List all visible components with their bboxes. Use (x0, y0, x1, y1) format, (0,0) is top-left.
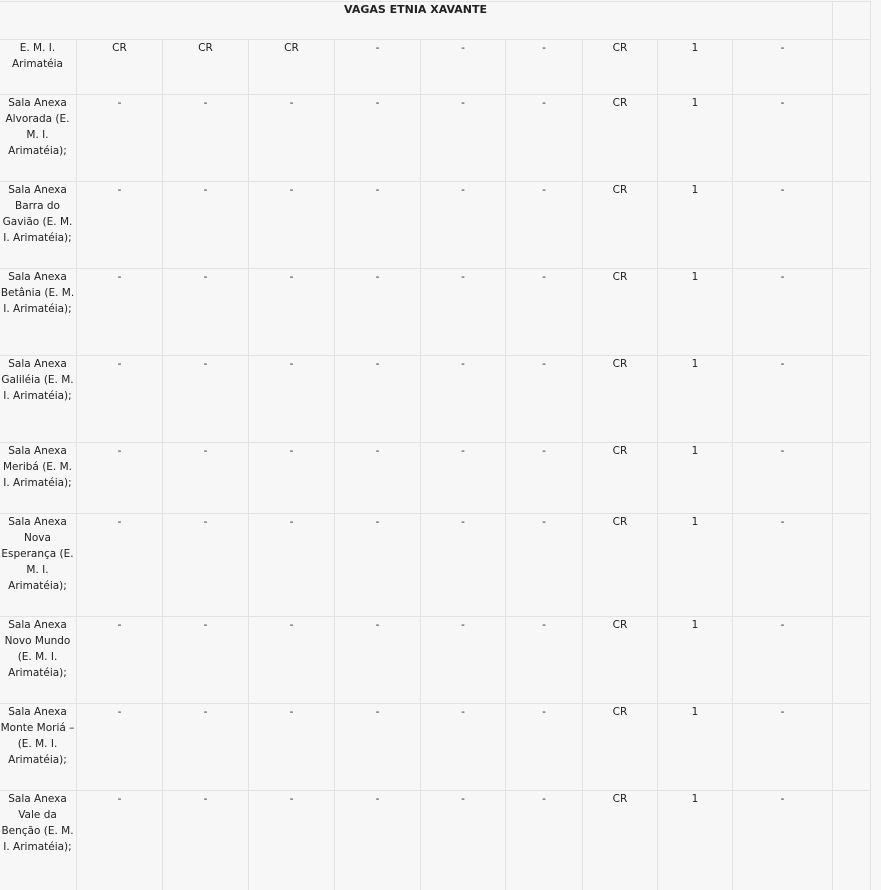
vacancy-cell: - (506, 356, 583, 443)
vacancy-cell: CR (583, 617, 658, 704)
vacancy-cell: - (335, 269, 421, 356)
vacancy-cell: - (506, 269, 583, 356)
vacancy-cell: 1 (658, 617, 733, 704)
table-row (0, 617, 871, 704)
vacancy-cell: - (733, 182, 833, 269)
vacancy-cell: CR (583, 182, 658, 269)
vacancy-cell: - (421, 617, 506, 704)
vacancy-table (0, 1, 871, 890)
vacancy-cell: CR (583, 269, 658, 356)
vacancy-cell: - (506, 95, 583, 182)
vacancy-cell: - (163, 443, 249, 514)
empty-cell (833, 514, 871, 617)
vacancy-cell: - (77, 704, 163, 791)
empty-cell (833, 40, 871, 95)
vacancy-cell: - (335, 443, 421, 514)
vacancy-cell: CR (163, 40, 249, 95)
vacancy-cell: 1 (658, 704, 733, 791)
empty-cell (833, 182, 871, 269)
table-body (0, 2, 871, 890)
empty-cell (833, 95, 871, 182)
vacancy-cell: - (421, 356, 506, 443)
table-row (0, 791, 871, 890)
vacancy-cell: CR (583, 443, 658, 514)
table-row (0, 40, 871, 95)
vacancy-cell: - (77, 791, 163, 890)
vacancy-cell: - (335, 791, 421, 890)
vacancy-cell: CR (249, 40, 335, 95)
vacancy-cell: 1 (658, 514, 733, 617)
title-spacer (833, 2, 871, 40)
empty-cell (833, 791, 871, 890)
vacancy-cell: - (77, 514, 163, 617)
vacancy-cell: - (733, 704, 833, 791)
vacancy-cell: - (77, 443, 163, 514)
vacancy-cell: CR (583, 40, 658, 95)
vacancy-cell: - (249, 269, 335, 356)
vacancy-cell: - (249, 704, 335, 791)
vacancy-cell: - (249, 617, 335, 704)
vacancy-cell: - (421, 791, 506, 890)
vacancy-cell: 1 (658, 269, 733, 356)
table-row (0, 514, 871, 617)
vacancy-cell: - (421, 704, 506, 791)
vacancy-cell: 1 (658, 95, 733, 182)
vacancy-cell: - (249, 443, 335, 514)
vacancy-cell: CR (583, 95, 658, 182)
school-name-cell: Sala Anexa Alvorada (E. M. I. Arimatéia); (0, 95, 77, 182)
school-name-cell: Sala Anexa Galiléia (E. M. I. Arimatéia); (0, 356, 77, 443)
vacancy-cell: - (421, 95, 506, 182)
vacancy-cell: - (335, 40, 421, 95)
vacancy-cell: 1 (658, 40, 733, 95)
vacancy-cell: - (421, 269, 506, 356)
vacancy-cell: - (421, 182, 506, 269)
vacancy-cell: - (506, 40, 583, 95)
vacancy-cell: - (77, 617, 163, 704)
vacancy-cell: - (421, 40, 506, 95)
vacancy-cell: - (335, 356, 421, 443)
vacancy-cell: - (249, 791, 335, 890)
table-row (0, 269, 871, 356)
vacancy-cell: - (249, 182, 335, 269)
table-title: VAGAS ETNIA XAVANTE (0, 2, 833, 40)
vacancy-cell: - (77, 269, 163, 356)
school-name-cell: Sala Anexa Barra do Gavião (E. M. I. Arimatéia); (0, 182, 77, 269)
table-row (0, 704, 871, 791)
vacancy-cell: CR (583, 514, 658, 617)
vacancy-cell: CR (583, 791, 658, 890)
vacancy-cell: - (163, 269, 249, 356)
empty-cell (833, 704, 871, 791)
vacancy-cell: - (163, 514, 249, 617)
vacancy-cell: - (163, 791, 249, 890)
school-name-cell: E. M. I. Arimatéia (0, 40, 77, 95)
vacancy-cell: 1 (658, 443, 733, 514)
vacancy-cell: - (733, 40, 833, 95)
vacancy-cell: - (335, 617, 421, 704)
table-row (0, 356, 871, 443)
vacancy-cell: - (506, 704, 583, 791)
vacancy-cell: - (506, 514, 583, 617)
vacancy-cell: - (506, 443, 583, 514)
vacancy-cell: - (77, 95, 163, 182)
vacancy-cell: - (163, 704, 249, 791)
empty-cell (833, 443, 871, 514)
school-name-cell: Sala Anexa Monte Moriá – (E. M. I. Arimatéia); (0, 704, 77, 791)
vacancy-cell: - (733, 514, 833, 617)
vacancy-cell: - (733, 791, 833, 890)
vacancy-cell: - (733, 617, 833, 704)
vacancy-cell: 1 (658, 182, 733, 269)
vacancy-cell: - (163, 617, 249, 704)
vacancy-cell: - (335, 704, 421, 791)
table-row (0, 443, 871, 514)
table-row (0, 182, 871, 269)
school-name-cell: Sala Anexa Vale da Benção (E. M. I. Arimatéia); (0, 791, 77, 890)
vacancy-cell: - (77, 356, 163, 443)
vacancy-cell: - (506, 182, 583, 269)
vacancy-cell: 1 (658, 356, 733, 443)
vacancy-cell: - (733, 443, 833, 514)
vacancy-cell: - (163, 95, 249, 182)
table-row (0, 95, 871, 182)
vacancy-cell: CR (583, 356, 658, 443)
title-row (0, 2, 871, 40)
school-name-cell: Sala Anexa Meribá (E. M. I. Arimatéia); (0, 443, 77, 514)
school-name-cell: Sala Anexa Betânia (E. M. I. Arimatéia); (0, 269, 77, 356)
vacancy-cell: - (335, 182, 421, 269)
school-name-cell: Sala Anexa Novo Mundo (E. M. I. Arimatéia); (0, 617, 77, 704)
vacancy-cell: - (163, 182, 249, 269)
empty-cell (833, 269, 871, 356)
vacancy-cell: - (163, 356, 249, 443)
vacancy-cell: - (733, 356, 833, 443)
vacancy-cell: - (421, 443, 506, 514)
vacancy-cell: - (335, 95, 421, 182)
vacancy-cell: - (733, 269, 833, 356)
vacancy-cell: - (421, 514, 506, 617)
school-name-cell: Sala Anexa Nova Esperança (E. M. I. Arimatéia); (0, 514, 77, 617)
vacancy-cell: - (506, 791, 583, 890)
vacancy-cell: - (733, 95, 833, 182)
vacancy-cell: CR (77, 40, 163, 95)
vacancy-cell: - (335, 514, 421, 617)
vacancy-cell: - (506, 617, 583, 704)
empty-cell (833, 617, 871, 704)
vacancy-cell: - (249, 95, 335, 182)
vacancy-cell: CR (583, 704, 658, 791)
empty-cell (833, 356, 871, 443)
vacancy-cell: - (249, 514, 335, 617)
vacancy-cell: - (77, 182, 163, 269)
vacancy-cell: 1 (658, 791, 733, 890)
vacancy-cell: - (249, 356, 335, 443)
